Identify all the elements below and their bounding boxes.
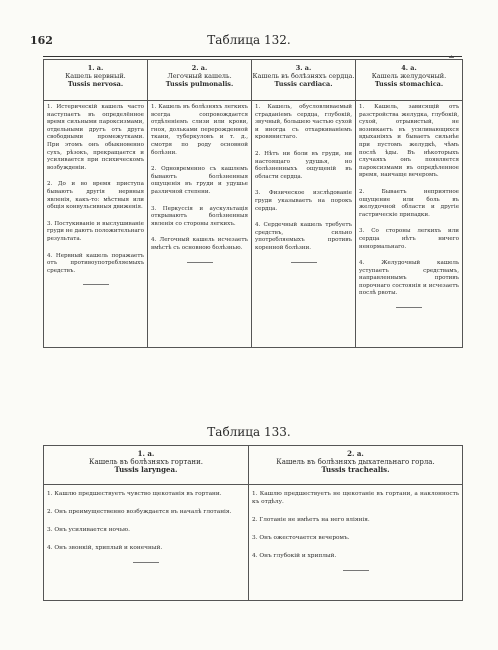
separator [396,307,422,308]
column-body [44,101,148,348]
table-132-title: Таблица 132. [207,33,291,47]
column-header: 1. a. Кашель нервный. Tussis nervosa. [44,60,148,101]
table-132-header-row [44,60,463,101]
entry: 2. Одновременно съ кашлемъ бываютъ болѣзненныя ощущенiя въ груди и удушье различной степени. [151,166,248,195]
entry: 2. Онъ преимущественно возбуждается въ началѣ глотанiя. [47,509,232,515]
entry: 4. Нервный кашель поражаетъ отъ противоупотребляемыхъ средствъ. [47,252,144,274]
column-header: 2. a. Легочный кашель. Tussis pulmonalis. [148,60,252,101]
table-132-body-row [44,101,463,348]
table-133-title: Таблица 133. [207,425,291,439]
entry: 4. Желудочный кашель уступаетъ средствамъ, направленнымъ противъ порочнаго состоянiя и исчезаетъ послѣ рвоты. [359,260,459,297]
entry: 1. Кашель, обусловливаемый страданiемъ сердца, глубокiй, звучный, большею частью сухой и иногда съ отхаркиванiемъ кровянистаго. [255,104,352,141]
separator [343,570,369,571]
entry: 3. Постукиванiе и выслушиванiе груди не даютъ положительнаго результата. [47,220,144,242]
header-rule [43,56,462,57]
entry: 1. Кашель въ болѣзняхъ легкихъ всегда сопровождается отдѣленiемъ слизи или крови, гноя, дольками перерожденной ткани, туберкуловъ и т. д., смотря по роду основной болѣзни. [151,104,248,156]
table-132 [43,59,463,348]
entry: 3. Физическое изслѣдованiе груди указываетъ на порокъ сердца. [255,190,352,212]
table-133 [43,445,463,601]
entry: 3. Со стороны легкихъ или сердца нѣтъ ничего ненормальнаго. [359,228,459,250]
entry: 4. Сердечный кашель требуетъ средствъ, сильно употребляемыхъ противъ коренной болѣзни. [255,222,352,251]
table-133-body-row [44,485,463,601]
entry: 4. Онъ глубокiй и хриплый. [252,553,337,559]
corner-mark: ∸ [448,53,455,62]
entry: 4. Онъ звонкiй, хриплый и конечный. [47,545,163,551]
column-body [356,101,463,348]
separator [291,262,317,263]
entry: 2. До и во время приступа бываютъ другiя нервныя явленiя, какъ-то: мѣстныя или общiя конвульсивныя движенiя. [47,181,144,211]
column-body [252,101,356,348]
entry: 2. Глотанiе не имѣетъ на него влiянiя. [252,517,370,523]
column-header: 2. a. Кашель въ болѣзняхъ дыхательнаго горла. Tussis trachealis. [249,446,463,485]
column-header: 3. a. Кашель въ болѣзняхъ сердца. Tussis cardiaca. [252,60,356,101]
entry: 3. Онъ ожесточается вечеромъ. [252,535,350,541]
separator [133,562,159,563]
column-body [44,485,249,601]
entry: 1. Кашель, зависящiй отъ разстройства желудка, глубокiй, сухой, отрывистый, не возникаетъ въ усиливающихся вдыханiяхъ и бываетъ сильнѣе при пустомъ желудкѣ, чѣмъ послѣ ѣды. Въ нѣкоторыхъ случаяхъ онъ появляется пароксизмами въ опредѣленное время, наичаще вечеромъ. [359,104,459,179]
entry: 3. Перкуссiя и аускультацiя открываютъ болѣзненныя явленiя со стороны легкихъ. [151,205,248,227]
entry: 1. Кашлю предшествуетъ чувство щекотанiя въ гортани. [47,491,222,497]
entry: 2. Бываетъ неприятное ощущение или боль въ желудочной области и другiе гастрическiе припадки. [359,188,459,218]
column-body [249,485,463,601]
entry: 3. Онъ усиливается ночью. [47,527,130,533]
separator [83,284,109,285]
separator [187,262,213,263]
entry: 2. Нѣтъ ни боли въ груди, ни настоящаго удушья, но болѣзненныхъ ощущенiй въ области сердца. [255,150,352,180]
entry: 1. Кашлю предшествуетъ не щекотанiе въ гортани, а наклонность къ отдѣлу. [252,491,459,505]
entry: 4. Легочный кашель исчезаетъ вмѣстѣ съ основною болѣзнью. [151,237,248,251]
column-body [148,101,252,348]
page-number: 162 [30,34,53,47]
table-133-header-row [44,446,463,485]
entry: 1. Истерическiй кашель часто наступаетъ въ определённое время сильными пароксизмами, отдельными другъ отъ друга свободными промежутками. При этомъ онъ обыкновенно сухъ, рѣзокъ, прекращается и усиливается при психическомъ возбужденiи. [47,104,144,171]
column-header: 1. a. Кашель въ болѣзняхъ гортани. Tussis laryngea. [44,446,249,485]
column-header: 4. a. Кашель желудочный. Tussis stomachica. [356,60,463,101]
